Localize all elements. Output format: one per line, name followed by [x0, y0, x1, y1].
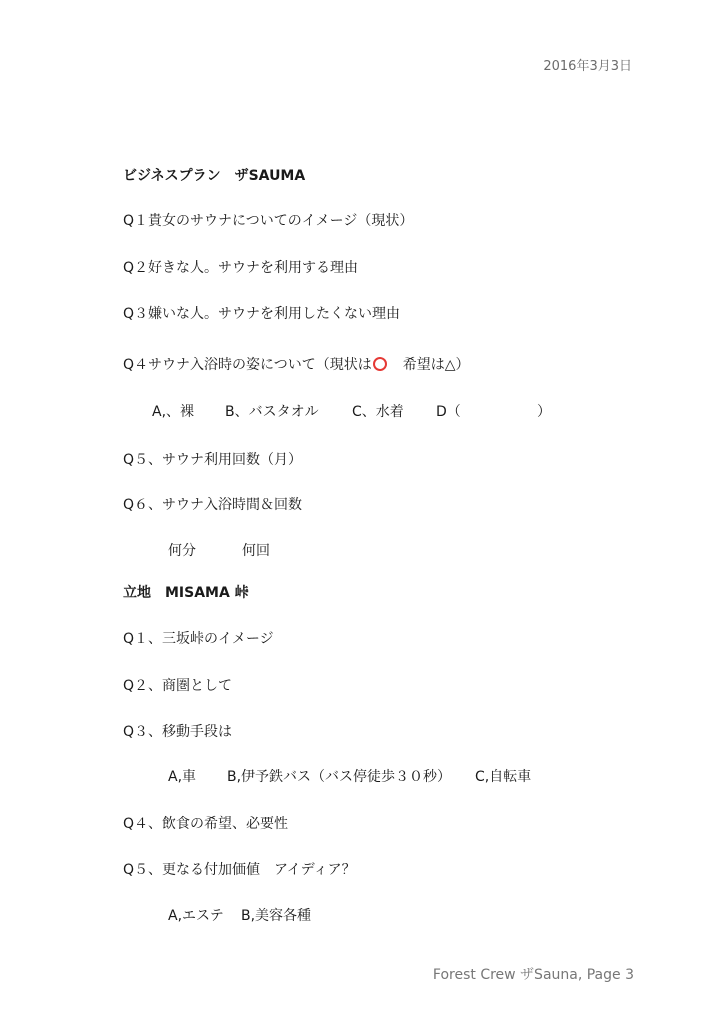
- option-times: 何回: [242, 543, 270, 559]
- document-date: 2016年3月3日: [543, 59, 632, 74]
- answer-options-s1-q4: [152, 403, 551, 421]
- option-beauty: B,美容各種: [241, 908, 312, 924]
- section-title-location: 立地 MISAMA 峠: [123, 585, 249, 601]
- option-minutes: 何分: [168, 543, 196, 559]
- option-a: A,、裸: [152, 404, 195, 420]
- option-c: C、水着: [352, 404, 404, 420]
- answer-options-s2-q5: [168, 907, 311, 925]
- red-circle-icon: [373, 357, 387, 371]
- option-bicycle: C,自転車: [475, 769, 532, 785]
- option-bus: B,伊予鉄バス（バス停徒歩３０秒）: [227, 769, 452, 785]
- question-s2-q2: Q２、商圏として: [123, 678, 233, 694]
- page-footer: Forest Crew ザSauna, Page 3: [432, 967, 634, 983]
- section-title-business-plan: ビジネスプラン ザSAUMA: [123, 168, 306, 184]
- answer-options-s2-q3: [168, 768, 531, 786]
- question-s2-q4: Q４、飲食の希望、必要性: [123, 816, 289, 832]
- question-s1-q5: Q５、サウナ利用回数（月）: [123, 452, 303, 468]
- question-s1-q3: Q３嫌いな人。サウナを利用したくない理由: [123, 306, 401, 322]
- option-d-close: ）: [537, 404, 551, 420]
- option-esthetic: A,エステ: [168, 908, 224, 924]
- question-s1-q6: Q６、サウナ入浴時間＆回数: [123, 497, 303, 513]
- option-b: B、バスタオル: [225, 404, 319, 420]
- question-s1-q2: Q２好きな人。サウナを利用する理由: [123, 260, 359, 276]
- question-s1-q1: Q１貴女のサウナについてのイメージ（現状）: [123, 213, 414, 229]
- question-s2-q5: Q５、更なる付加価値 アイディア？: [123, 862, 356, 878]
- question-s1-q4: [123, 356, 470, 374]
- question-s1-q4-prefix: Q４サウナ入浴時の姿について（現状は: [123, 357, 372, 373]
- option-car: A,車: [168, 769, 197, 785]
- question-s2-q3: Q３、移動手段は: [123, 724, 233, 740]
- answer-options-s1-q6: [168, 542, 270, 560]
- question-s1-q4-suffix: 希望は△）: [388, 357, 470, 373]
- question-s2-q1: Q１、三坂峠のイメージ: [123, 631, 274, 647]
- option-d: D（: [436, 404, 461, 420]
